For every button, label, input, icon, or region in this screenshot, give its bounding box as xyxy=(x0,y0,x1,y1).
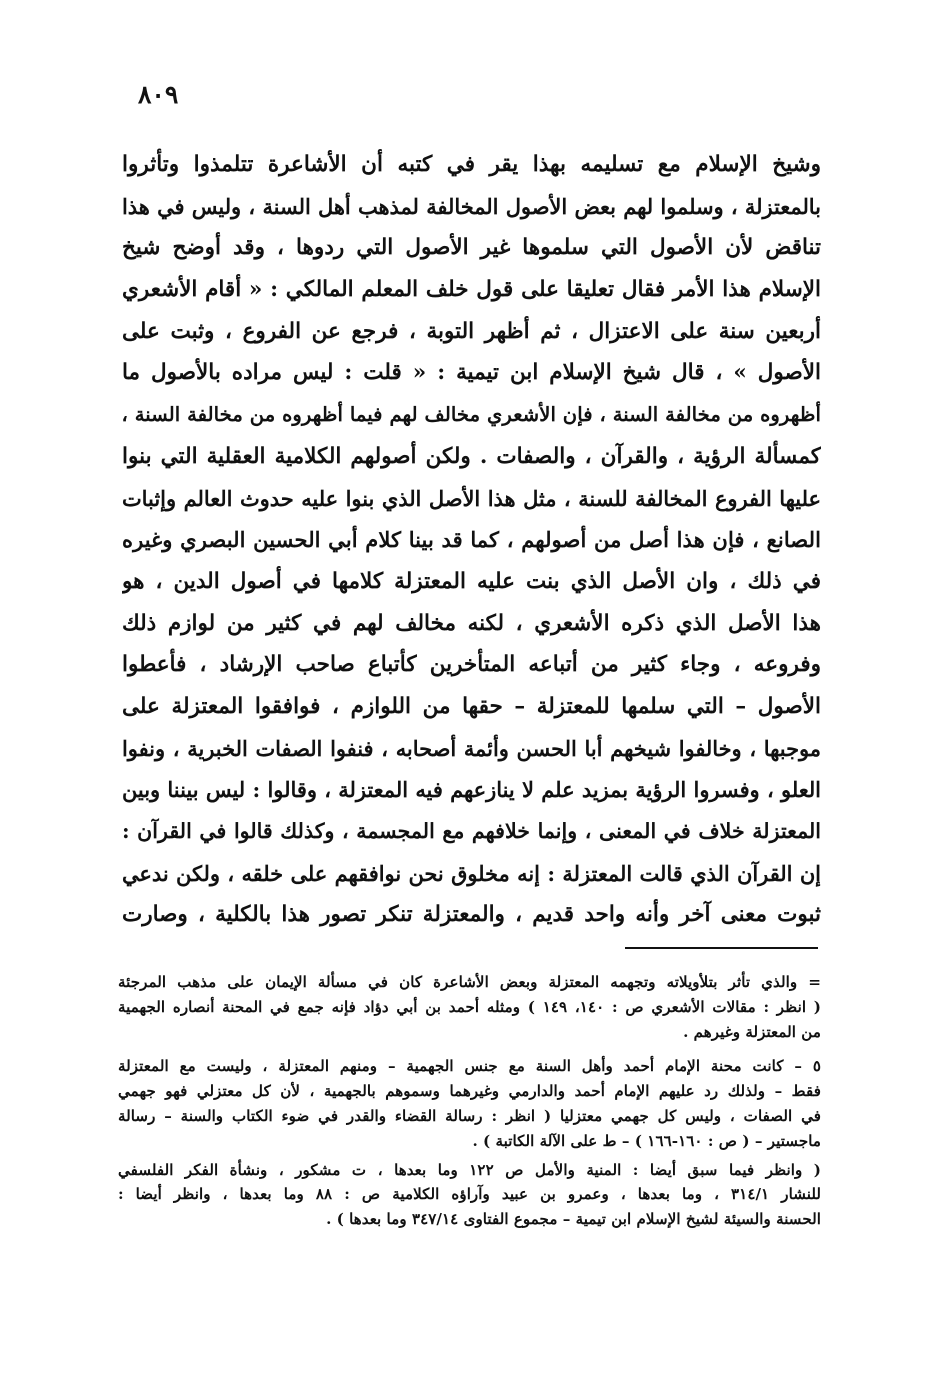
main-text-line: العلو ، وفسروا الرؤية بمزيد علم لا ينازعهم فيه المعتزلة ، وقالوا : ليس بيننا وبين xyxy=(122,777,821,803)
footnote-line: = والذي تأثر بتلأويلاته وتجهمه المعتزلة وبعض الأشاعرة كان في مسألة الإيمان على مذهب المرجئة xyxy=(118,973,821,991)
page-number: ٨٠٩ xyxy=(138,80,179,109)
footnote-see-also xyxy=(118,1158,821,1232)
footnote-gap xyxy=(118,1044,821,1054)
footnote-line: ( انظر : مقالات الأشعري ص : ١٤٠، ١٤٩ ) ومثله أحمد بن أبي دؤاد فإنه جمع في المحنة أنصاره الجهمية xyxy=(118,997,821,1016)
footnote-line: فقط – ولذلك رد عليهم الإمام أحمد والدارمي وغيرهما وسموهم بالجهمية ، لأن كل معتزلي فهو جهمي xyxy=(118,1082,821,1101)
footnote-separator xyxy=(625,947,818,949)
main-text-block xyxy=(122,144,821,936)
footnote-line: ٥ – كانت محنة الإمام أحمد وأهل السنة مع جنس الجهمية – ومنهم المعتزلة ، وليست مع المعتزلة xyxy=(118,1057,821,1076)
main-text-line: عليها الفروع المخالفة للسنة ، مثل هذا الأصل الذي بنوا عليه حدوث العالم وإثبات xyxy=(122,485,821,511)
main-text-line: كمسألة الرؤية ، والقرآن ، والصفات . ولكن أصولهم الكلامية العقلية التي بنوا xyxy=(122,443,821,469)
main-text-line: أظهروه من مخالفة السنة ، فإن الأشعري مخالف لهم فيما أظهروه من مخالفة السنة ، xyxy=(122,403,821,427)
footnote-continuation xyxy=(118,970,821,1044)
main-text-line: الإسلام هذا الأمر فقال تعليقا على قول خلف المعلم المالكي : « أقام الأشعري xyxy=(122,277,821,303)
footnote-line: ( وانظر فيما سبق أيضا : المنية والأمل ص ١٢٢ وما بعدها ، ت مشكور ، ونشأة الفكر الفلسفي xyxy=(118,1160,821,1179)
main-text-line: ثبوت معنى آخر وأنه واحد قديم ، والمعتزلة تنكر تصور هذا بالكلية ، وصارت xyxy=(122,902,821,928)
main-text-line: الأصول – التي سلمها للمعتزلة – حقها من اللوازم ، فوافقوا المعتزلة على xyxy=(122,693,821,719)
main-text-line: تناقض لأن الأصول التي سلموها غير الأصول التي ردوها ، وقد أوضح شيخ xyxy=(122,235,821,261)
main-text-line: موجبها ، وخالفوا شيخهم أبا الحسن وأئمة أصحابه ، فنفوا الصفات الخبرية ، ونفوا xyxy=(122,735,821,761)
main-text-line: الصانع ، فإن هذا أصل من أصولهم ، كما قد بينا كلام أبي الحسين البصري وغيره xyxy=(122,527,821,553)
footnotes-block xyxy=(118,970,821,1232)
main-text-line: هذا الأصل الذي ذكره الأشعري ، لكنه مخالف لهم في كثير من لوازم ذلك xyxy=(122,610,821,636)
main-text-line: المعتزلة خلاف في المعنى ، وإنما خلافهم مع المجسمة ، وكذلك قالوا في القرآن : xyxy=(122,819,821,843)
main-text-line: أربعين سنة على الاعتزال ، ثم أظهر التوبة ، فرجع عن الفروع ، وثبت على xyxy=(122,318,821,344)
main-text-line: في ذلك ، وان الأصل الذي بنت عليه المعتزلة كلامها في أصول الدين ، هو xyxy=(122,568,821,594)
footnote-5 xyxy=(118,1054,821,1153)
footnote-line: للنشار ٣١٤/١ ، وما بعدها ، وعمرو بن عبيد وآراؤه الكلامية ص : ٨٨ وما بعدها ، وانظر أيضا : xyxy=(118,1185,821,1204)
main-text-line: الأصول » ، قال شيخ الإسلام ابن تيمية : « قلت : ليس مراده بالأصول ما xyxy=(122,360,821,386)
main-text-line: بالمعتزلة ، وسلموا لهم بعض الأصول المخالفة لمذهب أهل السنة ، وليس في هذا xyxy=(122,193,821,219)
main-text-line: وشيخ الإسلام مع تسليمه بهذا يقر في كتبه أن الأشاعرة تتلمذوا وتأثروا xyxy=(122,152,821,177)
main-text-line: وفروعه ، وجاء كثير من أتباعه المتأخرين كأتباع صاحب الإرشاد ، فأعطوا xyxy=(122,652,821,678)
main-text-line: إن القرآن الذي قالت المعتزلة : إنه مخلوق نحن نوافقهم على خلقه ، ولكن ندعي xyxy=(122,860,821,886)
footnote-line: في الصفات ، وليس كل جهمي معتزليا ( انظر : رسالة القضاء والقدر في ضوء الكتاب والسنة – رسالة xyxy=(118,1106,821,1125)
footnote-line: ماجستير – ( ص : ١٦٠-١٦٦ ) – ط على الآلة الكاتبة ) . xyxy=(472,1131,821,1150)
footnote-line: من المعتزلة وغيرهم . xyxy=(683,1022,821,1041)
footnote-line: الحسنة والسيئة لشيخ الإسلام ابن تيمية – مجموع الفتاوى ٣٤٧/١٤ وما بعدها ) . xyxy=(326,1210,821,1229)
